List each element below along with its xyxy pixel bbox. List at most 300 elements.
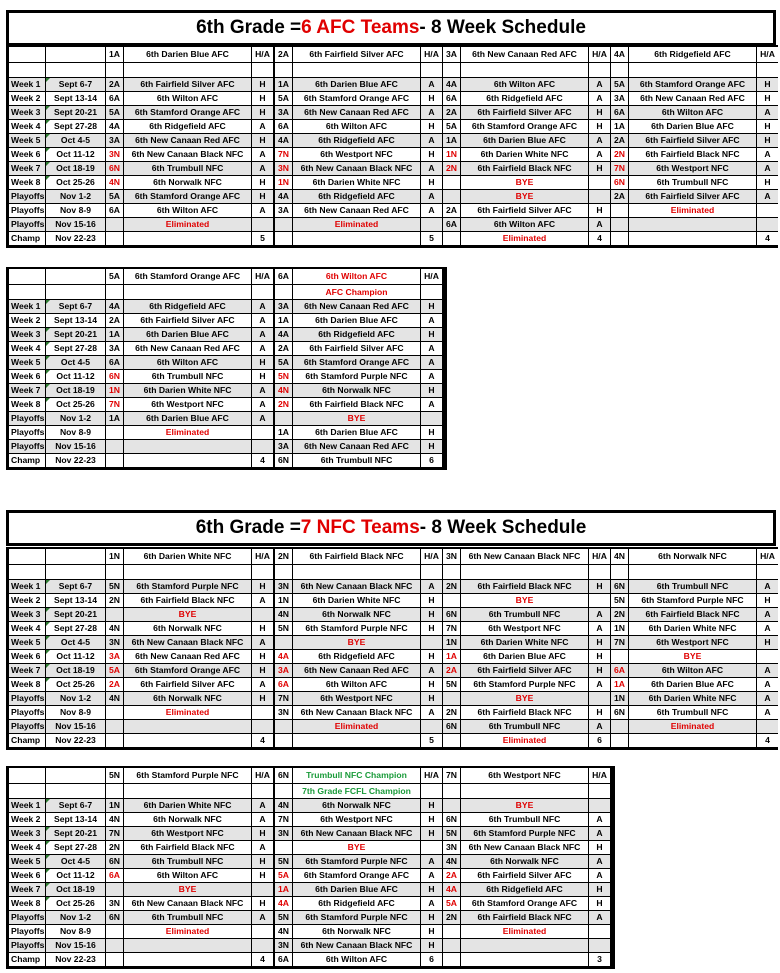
opponent-seed: 7N [443, 622, 460, 635]
opponent-name: BYE [461, 692, 588, 705]
opponent-name: BYE [461, 594, 588, 607]
opponent-name: 6th Stamford Orange AFC [629, 78, 756, 91]
week-label: Week 4 [9, 622, 45, 635]
team-subtitle [124, 285, 251, 299]
opponent-seed: 5N [106, 580, 123, 593]
week-label: Week 5 [9, 134, 45, 147]
ha-header: H/A [421, 549, 442, 564]
afc-title-suffix: - 8 Week Schedule [419, 17, 586, 38]
week-date: Oct 25-26 [46, 897, 105, 910]
week-label: Week 3 [9, 106, 45, 119]
team-subtitle [629, 565, 756, 579]
team-subtitle: AFC Champion [293, 285, 420, 299]
opponent-seed: 7N [611, 636, 628, 649]
opponent-seed: 3A [275, 440, 292, 453]
opponent-name: 6th Wilton AFC [629, 106, 756, 119]
opponent-seed: 2N [106, 594, 123, 607]
opponent-name: 6th Ridgefield AFC [293, 650, 420, 663]
opponent-name: Eliminated [461, 734, 588, 747]
home-away [421, 636, 442, 649]
sub-seed-blank [275, 565, 292, 579]
sub-ha-blank [421, 565, 442, 579]
opponent-name: 6th Darien Blue AFC [124, 412, 251, 425]
home-away [757, 218, 778, 231]
home-away: H [252, 869, 273, 882]
opponent-name: 6th Norwalk NFC [124, 813, 251, 826]
week-date: Sept 27-28 [46, 120, 105, 133]
opponent-seed [611, 232, 628, 245]
home-away: H [589, 664, 610, 677]
opponent-name: 6th Darien Blue AFC [293, 426, 420, 439]
opponent-name: 6th Norwalk NFC [124, 692, 251, 705]
home-away: H [421, 594, 442, 607]
opponent-seed: 1A [275, 314, 292, 327]
week-label: Week 8 [9, 176, 45, 189]
nfc-title [9, 513, 773, 543]
opponent-name: 6th Stamford Orange AFC [124, 106, 251, 119]
opponent-name: 6th Trumbull NFC [124, 855, 251, 868]
opponent-seed: 3A [275, 300, 292, 313]
opponent-name: 6th Norwalk NFC [293, 608, 420, 621]
opponent-seed [106, 706, 123, 719]
home-away: H [757, 78, 778, 91]
team-name: Trumbull NFC Champion [293, 768, 420, 783]
opponent-name: BYE [293, 841, 420, 854]
opponent-seed: 5N [275, 370, 292, 383]
opponent-seed: 2A [106, 314, 123, 327]
opponent-name: 6th Darien White NFC [461, 636, 588, 649]
opponent-name: 6th Ridgefield AFC [461, 92, 588, 105]
home-away: 4 [252, 953, 273, 966]
week-date: Nov 22-23 [46, 454, 105, 467]
home-away: H [252, 92, 273, 105]
opponent-seed: 4N [443, 855, 460, 868]
team-name: 6th New Canaan Black NFC [461, 549, 588, 564]
week-date: Nov 8-9 [46, 426, 105, 439]
opponent-name: 6th Darien Blue AFC [461, 650, 588, 663]
label-header-blank [46, 768, 105, 783]
week-date: Nov 1-2 [46, 911, 105, 924]
sub-ha-blank [421, 63, 442, 77]
home-away: A [421, 580, 442, 593]
opponent-name: 6th Westport NFC [293, 813, 420, 826]
opponent-name: 6th Norwalk NFC [124, 176, 251, 189]
week-date: Nov 15-16 [46, 440, 105, 453]
opponent-name: 6th Norwalk NFC [293, 925, 420, 938]
sub-seed-blank [611, 565, 628, 579]
team-name: 6th Westport NFC [461, 768, 588, 783]
opponent-name: 6th Fairfield Black NFC [629, 608, 756, 621]
week-label: Week 1 [9, 300, 45, 313]
sub-seed-blank [106, 285, 123, 299]
home-away: A [421, 134, 442, 147]
team-name: 6th Darien Blue AFC [124, 47, 251, 62]
week-date: Nov 15-16 [46, 939, 105, 952]
home-away: H [421, 883, 442, 896]
week-date: Oct 4-5 [46, 356, 105, 369]
home-away: H [589, 162, 610, 175]
opponent-name: 6th Fairfield Silver AFC [629, 190, 756, 203]
opponent-name: 6th Norwalk NFC [461, 855, 588, 868]
home-away: H [421, 328, 442, 341]
home-away: 3 [589, 953, 610, 966]
opponent-seed: 6A [611, 664, 628, 677]
home-away: A [252, 328, 273, 341]
week-date: Oct 11-12 [46, 370, 105, 383]
week-date: Nov 15-16 [46, 218, 105, 231]
week-label: Week 4 [9, 841, 45, 854]
week-label: Champ [9, 454, 45, 467]
opponent-name: 6th Wilton AFC [124, 356, 251, 369]
home-away: A [589, 911, 610, 924]
week-label: Playoffs [11, 219, 45, 230]
opponent-seed: 7N [275, 692, 292, 705]
home-away: A [589, 855, 610, 868]
week-label: Week 1 [9, 78, 45, 91]
home-away: H [252, 650, 273, 663]
opponent-name: 6th Stamford Purple NFC [124, 580, 251, 593]
team-seed: 2N [275, 549, 292, 564]
label-header-blank [46, 269, 105, 284]
opponent-name [293, 232, 420, 245]
week-label: Champ [9, 953, 45, 966]
home-away: H [757, 134, 778, 147]
week-date: Sept 6-7 [46, 300, 105, 313]
opponent-name: 6th Darien White NFC [124, 799, 251, 812]
opponent-name [629, 218, 756, 231]
opponent-seed [275, 734, 292, 747]
label-sub-blank [46, 285, 105, 299]
opponent-name: 6th Fairfield Black NFC [461, 706, 588, 719]
home-away: H [252, 176, 273, 189]
team-seed: 4A [611, 47, 628, 62]
home-away: A [252, 813, 273, 826]
label-header-blank [9, 768, 45, 783]
sub-seed-blank [443, 784, 460, 798]
home-away: H [757, 176, 778, 189]
opponent-seed: 1N [443, 148, 460, 161]
home-away: A [757, 162, 778, 175]
opponent-name: 6th Wilton AFC [461, 78, 588, 91]
sub-ha-blank [757, 565, 778, 579]
opponent-name: 6th Wilton AFC [124, 92, 251, 105]
week-date: Nov 8-9 [46, 204, 105, 217]
team-seed: 1A [106, 47, 123, 62]
team-seed: 6N [275, 768, 292, 783]
home-away: H [421, 827, 442, 840]
opponent-name: 6th Stamford Orange AFC [124, 664, 251, 677]
opponent-seed: 1N [106, 384, 123, 397]
home-away: H [421, 678, 442, 691]
team-subtitle [124, 63, 251, 77]
opponent-name: 6th Stamford Purple NFC [461, 827, 588, 840]
opponent-seed: 1A [443, 650, 460, 663]
team-name: 6th Wilton AFC [293, 269, 420, 284]
week-date: Oct 11-12 [46, 869, 105, 882]
opponent-seed: 3A [611, 92, 628, 105]
week-label: Playoffs [11, 413, 45, 424]
week-label: Playoffs [11, 912, 45, 923]
opponent-name: 6th Trumbull NFC [124, 911, 251, 924]
opponent-seed: 4A [275, 328, 292, 341]
home-away: A [252, 162, 273, 175]
opponent-name: 6th Ridgefield AFC [124, 300, 251, 313]
opponent-seed: 2N [443, 706, 460, 719]
team-name: 6th Ridgefield AFC [629, 47, 756, 62]
label-sub-blank [9, 565, 45, 579]
team-seed: 3A [443, 47, 460, 62]
week-label: Playoffs [11, 721, 45, 732]
opponent-seed [106, 883, 123, 896]
week-label: Week 8 [9, 678, 45, 691]
opponent-name: 6th Westport NFC [629, 636, 756, 649]
opponent-name: 6th Stamford Orange AFC [293, 356, 420, 369]
week-date: Sept 6-7 [46, 799, 105, 812]
home-away: A [589, 608, 610, 621]
opponent-name: 6th Ridgefield AFC [293, 328, 420, 341]
opponent-name [124, 720, 251, 733]
week-date: Oct 18-19 [46, 664, 105, 677]
team-subtitle [293, 565, 420, 579]
nfc-title-prefix: 6th Grade = [195, 517, 301, 538]
home-away: H [421, 622, 442, 635]
opponent-seed: 6N [443, 720, 460, 733]
opponent-seed: 2N [443, 911, 460, 924]
opponent-seed [443, 232, 460, 245]
opponent-seed [443, 939, 460, 952]
home-away: A [421, 162, 442, 175]
opponent-seed: 4A [275, 190, 292, 203]
week-date: Sept 13-14 [46, 813, 105, 826]
home-away: A [589, 92, 610, 105]
team-subtitle [124, 784, 251, 798]
opponent-name: 6th New Canaan Black NFC [461, 841, 588, 854]
home-away: A [757, 106, 778, 119]
team-subtitle [461, 63, 588, 77]
opponent-seed [106, 953, 123, 966]
opponent-seed: 5N [443, 827, 460, 840]
week-label: Week 2 [9, 92, 45, 105]
opponent-name: 6th Darien Blue AFC [461, 134, 588, 147]
ha-header: H/A [757, 47, 778, 62]
opponent-seed [443, 734, 460, 747]
opponent-seed: 1N [275, 594, 292, 607]
sub-ha-blank [421, 285, 442, 299]
opponent-seed [611, 650, 628, 663]
week-label: Week 7 [9, 883, 45, 896]
home-away: H [589, 204, 610, 217]
home-away: H [252, 190, 273, 203]
home-away [252, 426, 273, 439]
home-away [757, 650, 778, 663]
home-away: A [421, 314, 442, 327]
opponent-name: 6th Fairfield Silver AFC [461, 869, 588, 882]
team-seed: 4N [611, 549, 628, 564]
opponent-seed: 5A [443, 897, 460, 910]
opponent-name: 6th New Canaan Black NFC [124, 897, 251, 910]
week-date: Nov 22-23 [46, 734, 105, 747]
team-name: 6th Fairfield Silver AFC [293, 47, 420, 62]
opponent-name: 6th Trumbull NFC [124, 162, 251, 175]
home-away: H [589, 897, 610, 910]
opponent-seed: 3N [106, 897, 123, 910]
opponent-seed: 1N [611, 622, 628, 635]
opponent-seed: 3N [275, 162, 292, 175]
opponent-name: 6th Westport NFC [461, 622, 588, 635]
opponent-seed: 4N [275, 608, 292, 621]
sub-seed-blank [443, 63, 460, 77]
home-away: H [757, 594, 778, 607]
team-name: 6th Stamford Purple NFC [124, 768, 251, 783]
home-away: 4 [252, 734, 273, 747]
opponent-seed: 4A [275, 134, 292, 147]
opponent-name: 6th Westport NFC [293, 692, 420, 705]
opponent-seed: 2A [106, 678, 123, 691]
opponent-seed [611, 218, 628, 231]
opponent-seed: 4A [443, 78, 460, 91]
week-label: Week 3 [9, 608, 45, 621]
home-away [589, 190, 610, 203]
week-date: Oct 4-5 [46, 855, 105, 868]
afc-title [9, 13, 773, 43]
opponent-seed [443, 692, 460, 705]
home-away: H [421, 426, 442, 439]
home-away [589, 176, 610, 189]
opponent-name: Eliminated [629, 720, 756, 733]
home-away: A [252, 342, 273, 355]
opponent-name: 6th Fairfield Silver AFC [461, 664, 588, 677]
home-away: A [252, 911, 273, 924]
afc-title-count: 6 AFC Teams [301, 17, 420, 38]
opponent-seed: 6N [106, 162, 123, 175]
opponent-seed [106, 720, 123, 733]
label-sub-blank [9, 285, 45, 299]
opponent-seed: 4N [275, 799, 292, 812]
opponent-name: 6th Darien White NFC [629, 622, 756, 635]
opponent-seed: 4N [106, 813, 123, 826]
sub-ha-blank [252, 63, 273, 77]
opponent-seed: 5N [275, 622, 292, 635]
opponent-seed [106, 734, 123, 747]
week-date: Sept 6-7 [46, 78, 105, 91]
opponent-seed: 1A [106, 412, 123, 425]
opponent-name: 6th Wilton AFC [461, 218, 588, 231]
opponent-name: 6th Trumbull NFC [461, 608, 588, 621]
label-header-blank [9, 549, 45, 564]
home-away [421, 218, 442, 231]
home-away: H [252, 622, 273, 635]
opponent-seed: 6A [443, 92, 460, 105]
home-away: A [589, 78, 610, 91]
opponent-seed: 6N [106, 370, 123, 383]
home-away: H [589, 706, 610, 719]
label-sub-blank [9, 63, 45, 77]
ha-header: H/A [252, 47, 273, 62]
opponent-name: 6th Trumbull NFC [461, 813, 588, 826]
opponent-name: 6th New Canaan Red AFC [293, 106, 420, 119]
home-away: A [589, 218, 610, 231]
opponent-seed [106, 939, 123, 952]
sub-ha-blank [589, 565, 610, 579]
opponent-seed: 4A [106, 120, 123, 133]
team-seed: 5A [106, 269, 123, 284]
opponent-name: 6th Ridgefield AFC [293, 897, 420, 910]
home-away: A [421, 356, 442, 369]
week-label: Week 5 [9, 636, 45, 649]
week-date: Sept 6-7 [46, 580, 105, 593]
sub-seed-blank [106, 63, 123, 77]
home-away: 4 [757, 734, 778, 747]
week-label: Week 6 [9, 370, 45, 383]
opponent-seed: 3A [275, 106, 292, 119]
opponent-name: 6th Darien Blue AFC [629, 120, 756, 133]
opponent-seed: 5N [443, 678, 460, 691]
opponent-name: Eliminated [124, 706, 251, 719]
opponent-seed: 6N [443, 813, 460, 826]
opponent-seed: 3A [106, 342, 123, 355]
team-subtitle [461, 565, 588, 579]
home-away: A [252, 678, 273, 691]
home-away: A [421, 664, 442, 677]
home-away: H [252, 78, 273, 91]
opponent-seed [611, 720, 628, 733]
opponent-name: 6th Stamford Orange AFC [293, 869, 420, 882]
home-away: H [421, 92, 442, 105]
home-away: A [252, 120, 273, 133]
opponent-name: 6th Fairfield Silver AFC [461, 204, 588, 217]
home-away: A [421, 106, 442, 119]
opponent-name: Eliminated [629, 204, 756, 217]
opponent-name: 6th Wilton AFC [124, 204, 251, 217]
home-away: H [757, 92, 778, 105]
opponent-name: 6th Trumbull NFC [629, 706, 756, 719]
home-away: A [421, 190, 442, 203]
week-date: Oct 18-19 [46, 384, 105, 397]
week-date: Sept 27-28 [46, 622, 105, 635]
opponent-seed: 2A [106, 78, 123, 91]
week-label: Week 3 [9, 827, 45, 840]
week-date: Nov 22-23 [46, 232, 105, 245]
week-label: Week 3 [9, 328, 45, 341]
opponent-name: 6th Fairfield Silver AFC [124, 314, 251, 327]
team-name: 6th Darien White NFC [124, 549, 251, 564]
opponent-seed: 1A [443, 134, 460, 147]
opponent-name: 6th Darien Blue AFC [629, 678, 756, 691]
week-date: Sept 13-14 [46, 594, 105, 607]
opponent-seed: 3A [106, 650, 123, 663]
team-seed: 1N [106, 549, 123, 564]
home-away: A [421, 706, 442, 719]
opponent-name [124, 454, 251, 467]
week-date: Sept 27-28 [46, 841, 105, 854]
opponent-name: 6th Fairfield Silver AFC [461, 106, 588, 119]
sub-seed-blank [443, 565, 460, 579]
opponent-name: Eliminated [461, 925, 588, 938]
opponent-name: 6th Trumbull NFC [629, 176, 756, 189]
opponent-seed [275, 412, 292, 425]
home-away: H [421, 925, 442, 938]
opponent-seed: 5N [611, 594, 628, 607]
week-label: Week 8 [9, 398, 45, 411]
opponent-seed: 6N [106, 911, 123, 924]
opponent-name: 6th New Canaan Red AFC [124, 342, 251, 355]
home-away: H [252, 827, 273, 840]
home-away: H [252, 580, 273, 593]
opponent-seed: 2N [443, 580, 460, 593]
home-away: A [252, 204, 273, 217]
week-date: Nov 1-2 [46, 692, 105, 705]
opponent-name: 6th Westport NFC [124, 827, 251, 840]
